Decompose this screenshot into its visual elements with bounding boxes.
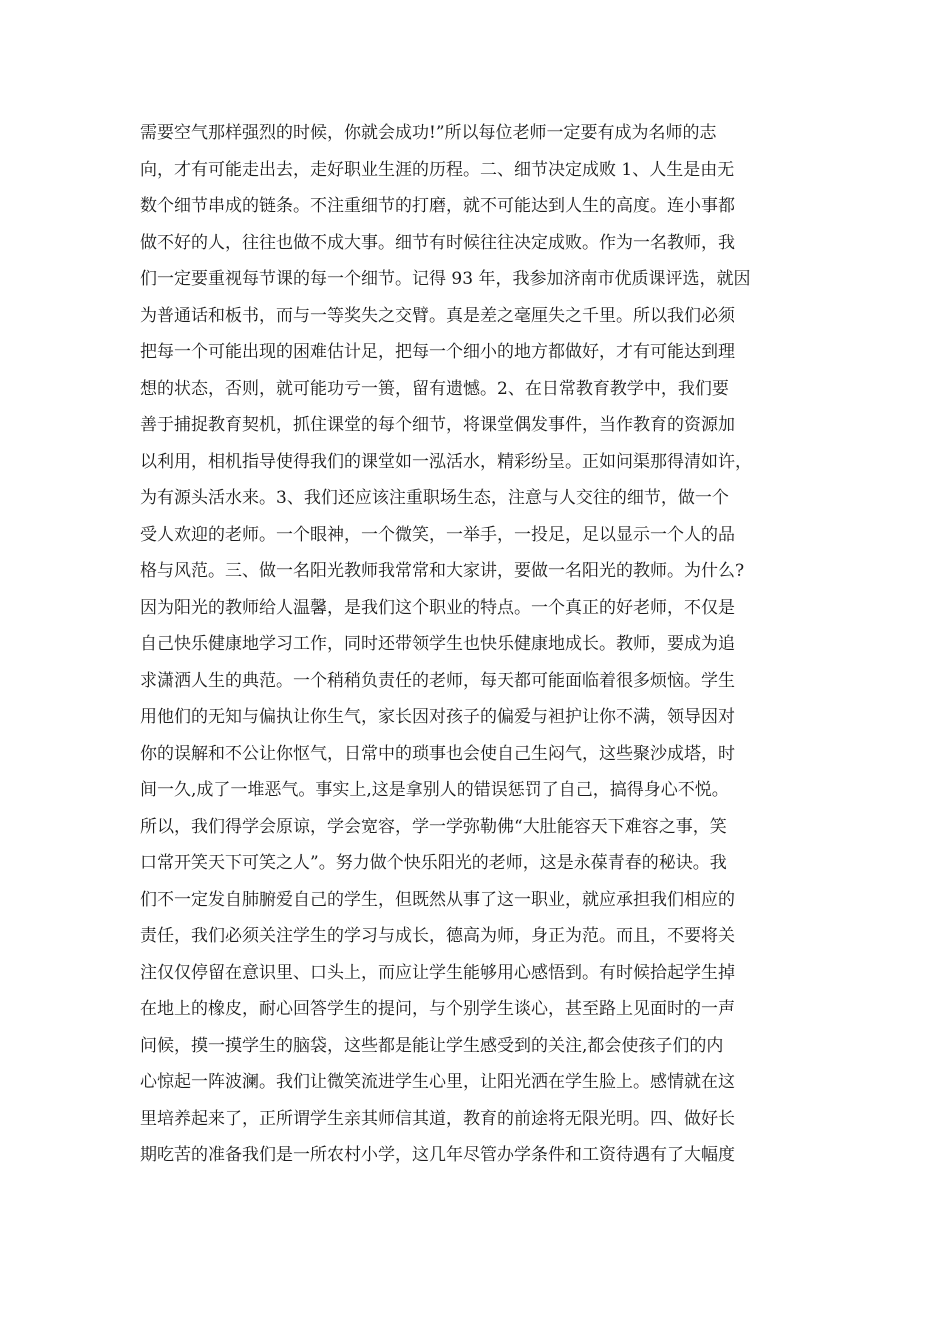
- text-line: 里培养起来了，正所谓学生亲其师信其道，教育的前途将无限光明。四、做好长: [140, 1108, 735, 1129]
- text-line: 心惊起一阵波澜。我们让微笑流进学生心里，让阳光洒在学生脸上。感情就在这: [140, 1072, 735, 1092]
- text-line: 们一定要重视每节课的每一个细节。记得 93 年，我参加济南市优质课评选，就因: [140, 269, 751, 289]
- body-text: [140, 115, 830, 1174]
- text-line: 善于捕捉教育契机，抓住课堂的每个细节，将课堂偶发事件，当作教育的资源加: [140, 415, 735, 435]
- text-line: 注仅仅停留在意识里、口头上，而应让学生能够用心感悟到。有时候拾起学生掉: [140, 962, 735, 983]
- text-line: 数个细节串成的链条。不注重细节的打磨，就不可能达到人生的高度。连小事都: [140, 196, 735, 216]
- text-line: 问候，摸一摸学生的脑袋，这些都是能让学生感受到的关注,都会使孩子们的内: [140, 1035, 724, 1056]
- text-line: 为普通话和板书，而与一等奖失之交臂。真是差之毫厘失之千里。所以我们必须: [140, 305, 735, 326]
- text-line: 因为阳光的教师给人温馨，是我们这个职业的特点。一个真正的好老师，不仅是: [140, 597, 735, 618]
- text-line: 责任，我们必须关注学生的学习与成长，德高为师，身正为范。而且，不要将关: [140, 926, 735, 946]
- text-line: 为有源头活水来。3、我们还应该注重职场生态，注意与人交往的细节，做一个: [140, 488, 729, 508]
- text-line: 做不好的人，往往也做不成大事。细节有时候往往决定成败。作为一名教师，我: [140, 232, 735, 253]
- text-line: 所以，我们得学会原谅，学会宽容，学一学弥勒佛“大肚能容天下难容之事，笑: [140, 816, 727, 837]
- text-line: 想的状态，否则，就可能功亏一篑，留有遗憾。2、在日常教育教学中，我们要: [140, 378, 729, 399]
- text-line: 口常开笑天下可笑之人”。努力做个快乐阳光的老师，这是永葆青春的秘诀。我: [140, 853, 727, 873]
- text-line: 受人欢迎的老师。一个眼神，一个微笑，一举手，一投足，足以显示一个人的品: [140, 524, 735, 545]
- text-line: 期吃苦的准备我们是一所农村小学，这几年尽管办学条件和工资待遇有了大幅度: [140, 1145, 735, 1165]
- text-line: 用他们的无知与偏执让你生气，家长因对孩子的偏爱与袒护让你不满，领导因对: [140, 707, 735, 727]
- text-line: 格与风范。三、做一名阳光教师我常常和大家讲，要做一名阳光的教师。为什么?: [140, 561, 745, 581]
- text-line: 在地上的橡皮，耐心回答学生的提问，与个别学生谈心，甚至路上见面时的一声: [140, 999, 735, 1019]
- text-line: 们不一定发自肺腑爱自己的学生，但既然从事了这一职业，就应承担我们相应的: [140, 889, 735, 910]
- text-line: 以利用，相机指导使得我们的课堂如一泓活水，精彩纷呈。正如问渠那得清如许，: [140, 451, 752, 472]
- text-line: 把每一个可能出现的困难估计足，把每一个细小的地方都做好，才有可能达到理: [140, 342, 735, 362]
- text-line: 自己快乐健康地学习工作，同时还带领学生也快乐健康地成长。教师，要成为追: [140, 634, 735, 654]
- text-line: 需要空气那样强烈的时候，你就会成功!”所以每位老师一定要有成为名师的志: [140, 123, 717, 143]
- text-line: 你的误解和不公让你怄气，日常中的琐事也会使自己生闷气，这些聚沙成塔，时: [140, 743, 735, 764]
- text-line: 向，才有可能走出去，走好职业生涯的历程。二、细节决定成败 1、人生是由无: [140, 159, 735, 180]
- text-line: 间一久,成了一堆恶气。事实上,这是拿别人的错误惩罚了自己，搞得身心不悦。: [140, 780, 729, 800]
- text-line: 求潇洒人生的典范。一个稍稍负责任的老师，每天都可能面临着很多烦恼。学生: [140, 670, 735, 691]
